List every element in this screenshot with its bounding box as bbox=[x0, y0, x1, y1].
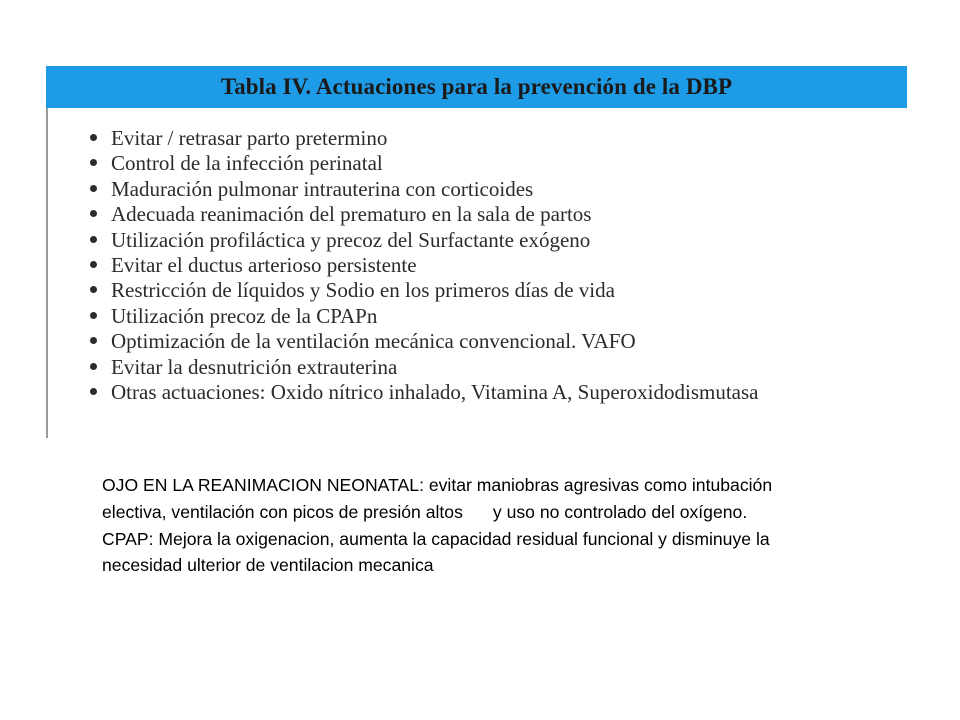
bullet-icon bbox=[90, 134, 97, 141]
list-item bbox=[90, 228, 758, 253]
list-item bbox=[90, 177, 758, 202]
bullet-list bbox=[90, 126, 758, 405]
bullet-icon bbox=[90, 210, 97, 217]
list-item-text: Adecuada reanimación del prematuro en la sala de partos bbox=[111, 202, 592, 227]
table-title: Tabla IV. Actuaciones para la prevención de la DBP bbox=[220, 74, 733, 99]
list-item-text: Utilización profiláctica y precoz del Surfactante exógeno bbox=[111, 227, 591, 252]
list-item-text: Optimización de la ventilación mecánica convencional. VAFO bbox=[111, 329, 636, 354]
bullet-icon bbox=[90, 337, 97, 344]
table-left-rule bbox=[46, 66, 48, 438]
list-item-text: Restricción de líquidos y Sodio en los primeros días de vida bbox=[111, 278, 615, 303]
list-item bbox=[90, 380, 758, 405]
list-item bbox=[90, 202, 758, 227]
note-reanimacion-part1: OJO EN LA REANIMACION NEONATAL: evitar maniobras agresivas como intubación electiva, ventilación con picos de presión altos bbox=[102, 475, 773, 522]
bullet-icon bbox=[90, 261, 97, 268]
bullet-icon bbox=[90, 388, 97, 395]
list-item bbox=[90, 278, 758, 303]
bullet-icon bbox=[90, 236, 97, 243]
note-reanimacion-part2: y uso no controlado del oxígeno. bbox=[492, 501, 748, 522]
table-figure bbox=[46, 66, 907, 438]
bullet-icon bbox=[90, 312, 97, 319]
note-cpap: CPAP: Mejora la oxigenacion, aumenta la capacidad residual funcional y disminuye la necesidad ulterior de ventilacion mecanica bbox=[102, 528, 770, 576]
bullet-icon bbox=[90, 363, 97, 370]
list-item bbox=[90, 253, 758, 278]
list-item-text: Otras actuaciones: Oxido nítrico inhalado, Vitamina A, Superoxidodismutasa bbox=[111, 379, 759, 404]
list-item-text: Maduración pulmonar intrauterina con corticoides bbox=[111, 176, 534, 201]
list-item-text: Evitar / retrasar parto pretermino bbox=[111, 126, 388, 150]
list-item-text: Utilización precoz de la CPAPn bbox=[111, 303, 378, 328]
list-item bbox=[90, 126, 758, 151]
list-item-text: Evitar la desnutrición extrauterina bbox=[111, 354, 398, 379]
list-item bbox=[90, 151, 758, 176]
note-reanimacion bbox=[102, 472, 822, 526]
list-item bbox=[90, 304, 758, 329]
bullet-icon bbox=[90, 185, 97, 192]
list-item-text: Control de la infección perinatal bbox=[111, 151, 383, 176]
notes bbox=[102, 472, 822, 579]
list-item bbox=[90, 355, 758, 380]
table-header bbox=[46, 66, 907, 108]
bullet-icon bbox=[90, 159, 97, 166]
bullet-icon bbox=[90, 286, 97, 293]
list-item-text: Evitar el ductus arterioso persistente bbox=[111, 252, 417, 277]
list-item bbox=[90, 329, 758, 354]
